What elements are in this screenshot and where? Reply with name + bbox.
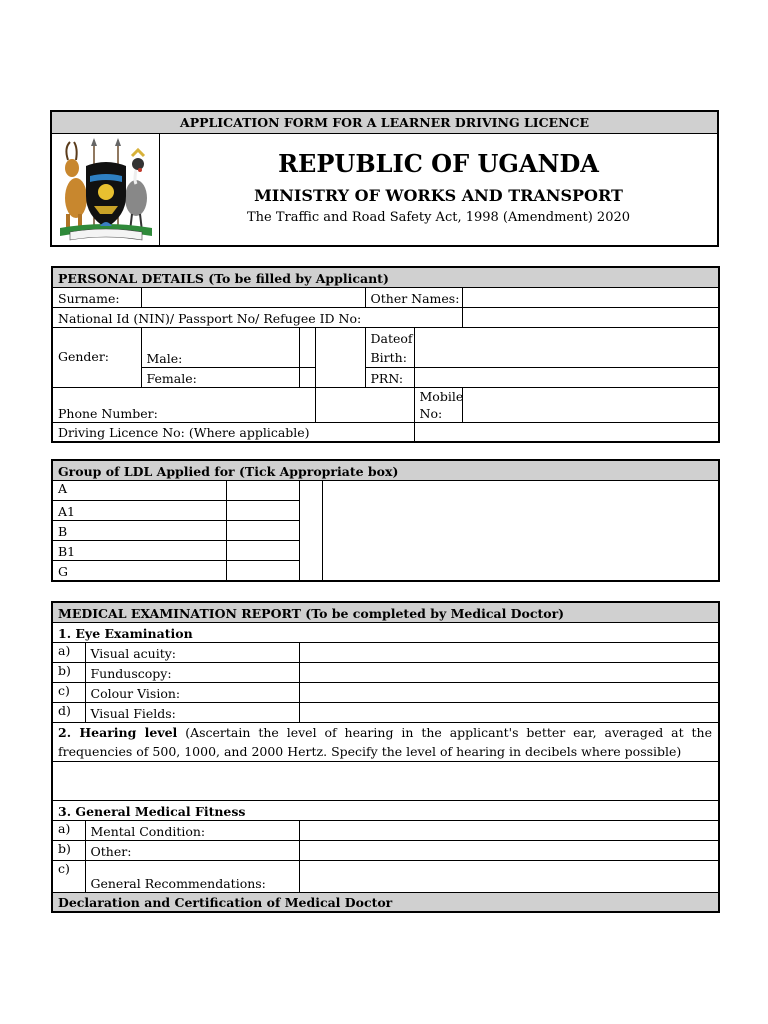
eye-item-letter: b): [52, 662, 85, 682]
phone-number-label: Phone Number:: [52, 387, 315, 422]
other-label: Other:: [85, 840, 299, 860]
female-checkbox[interactable]: [299, 367, 315, 387]
national-id-label: National Id (NIN)/ Passport No/ Refugee ID No:: [52, 307, 462, 327]
surname-field[interactable]: [141, 287, 365, 307]
medical-exam-header: MEDICAL EXAMINATION REPORT (To be completed by Medical Doctor): [52, 602, 719, 622]
hearing-level-title: 2. Hearing level: [58, 724, 178, 740]
act-subtitle: The Traffic and Road Safety Act, 1998 (Amendment) 2020: [246, 210, 631, 225]
personal-details-header: PERSONAL DETAILS (To be filled by Applicant): [52, 267, 719, 287]
licence-no-label: Driving Licence No: (Where applicable): [52, 422, 414, 442]
ldl-group-g-checkbox[interactable]: [226, 560, 299, 581]
ldl-group-a: A: [52, 480, 226, 500]
general-fitness-title: 3. General Medical Fitness: [52, 800, 719, 820]
visual-fields-field[interactable]: [299, 702, 719, 722]
other-field[interactable]: [299, 840, 719, 860]
ldl-group-b: B: [52, 520, 226, 540]
form-header-box: [50, 110, 719, 247]
visual-fields-label: Visual Fields:: [85, 702, 299, 722]
ldl-notes-field[interactable]: [322, 480, 719, 581]
gender-label: Gender:: [52, 327, 141, 387]
uganda-coat-of-arms-icon: [56, 136, 156, 244]
ldl-group-a1-checkbox[interactable]: [226, 500, 299, 520]
visual-acuity-field[interactable]: [299, 642, 719, 662]
colour-vision-field[interactable]: [299, 682, 719, 702]
date-of-birth-label: [365, 327, 414, 367]
ministry-title: MINISTRY OF WORKS AND TRANSPORT: [254, 186, 623, 205]
male-checkbox[interactable]: [299, 327, 315, 367]
female-label: Female:: [141, 367, 299, 387]
prn-label: PRN:: [365, 367, 414, 387]
other-names-field[interactable]: [462, 287, 719, 307]
mobile-word-1: Mobile: [419, 388, 464, 404]
male-label: Male:: [141, 327, 299, 367]
ldl-group-table: [51, 459, 720, 582]
general-recommendations-label: General Recommendations:: [85, 860, 299, 892]
mental-condition-label: Mental Condition:: [85, 820, 299, 840]
fitness-item-letter: c): [52, 860, 85, 892]
hearing-level-instructions: (Ascertain the level of hearing in the applicant's better ear, averaged at the frequencies of 500, 1000, and 2000 Hertz. Specify the level of hearing in decibels where possible): [58, 724, 712, 759]
surname-label: Surname:: [52, 287, 141, 307]
ldl-group-b-checkbox[interactable]: [226, 520, 299, 540]
ldl-spacer-cell: [299, 480, 322, 581]
general-recommendations-field[interactable]: [299, 860, 719, 892]
ldl-group-g: G: [52, 560, 226, 581]
mental-condition-field[interactable]: [299, 820, 719, 840]
hearing-level-row: [52, 722, 719, 761]
dob-word-3: Birth:: [370, 349, 407, 365]
gender-blank-cell: [315, 327, 365, 387]
mobile-no-label: [414, 387, 462, 422]
country-title: REPUBLIC OF UGANDA: [278, 149, 599, 178]
declaration-header: Declaration and Certification of Medical Doctor: [52, 892, 719, 912]
hearing-level-field[interactable]: [52, 761, 719, 800]
ldl-group-a-checkbox[interactable]: [226, 480, 299, 500]
ldl-group-b1: B1: [52, 540, 226, 560]
dob-word-1: Date: [370, 330, 401, 346]
dob-word-2: of: [400, 330, 413, 346]
funduscopy-field[interactable]: [299, 662, 719, 682]
visual-acuity-label: Visual acuity:: [85, 642, 299, 662]
coat-of-arms-panel: [52, 134, 160, 245]
funduscopy-label: Funduscopy:: [85, 662, 299, 682]
mobile-word-2: No:: [419, 405, 443, 421]
date-of-birth-field[interactable]: [414, 327, 719, 367]
medical-exam-table: [51, 601, 720, 913]
mobile-no-field[interactable]: [462, 387, 719, 422]
eye-item-letter: d): [52, 702, 85, 722]
eye-item-letter: c): [52, 682, 85, 702]
colour-vision-label: Colour Vision:: [85, 682, 299, 702]
eye-exam-title: 1. Eye Examination: [52, 622, 719, 642]
ldl-group-header: Group of LDL Applied for (Tick Appropriate box): [52, 460, 719, 480]
fitness-item-letter: a): [52, 820, 85, 840]
licence-no-field[interactable]: [414, 422, 719, 442]
ldl-group-a1: A1: [52, 500, 226, 520]
fitness-item-letter: b): [52, 840, 85, 860]
national-id-field[interactable]: [462, 307, 719, 327]
prn-field[interactable]: [414, 367, 719, 387]
ldl-group-b1-checkbox[interactable]: [226, 540, 299, 560]
other-names-label: Other Names:: [365, 287, 462, 307]
form-title: APPLICATION FORM FOR A LEARNER DRIVING LICENCE: [52, 112, 717, 134]
phone-number-field[interactable]: [315, 387, 414, 422]
personal-details-table: [51, 266, 720, 443]
eye-item-letter: a): [52, 642, 85, 662]
